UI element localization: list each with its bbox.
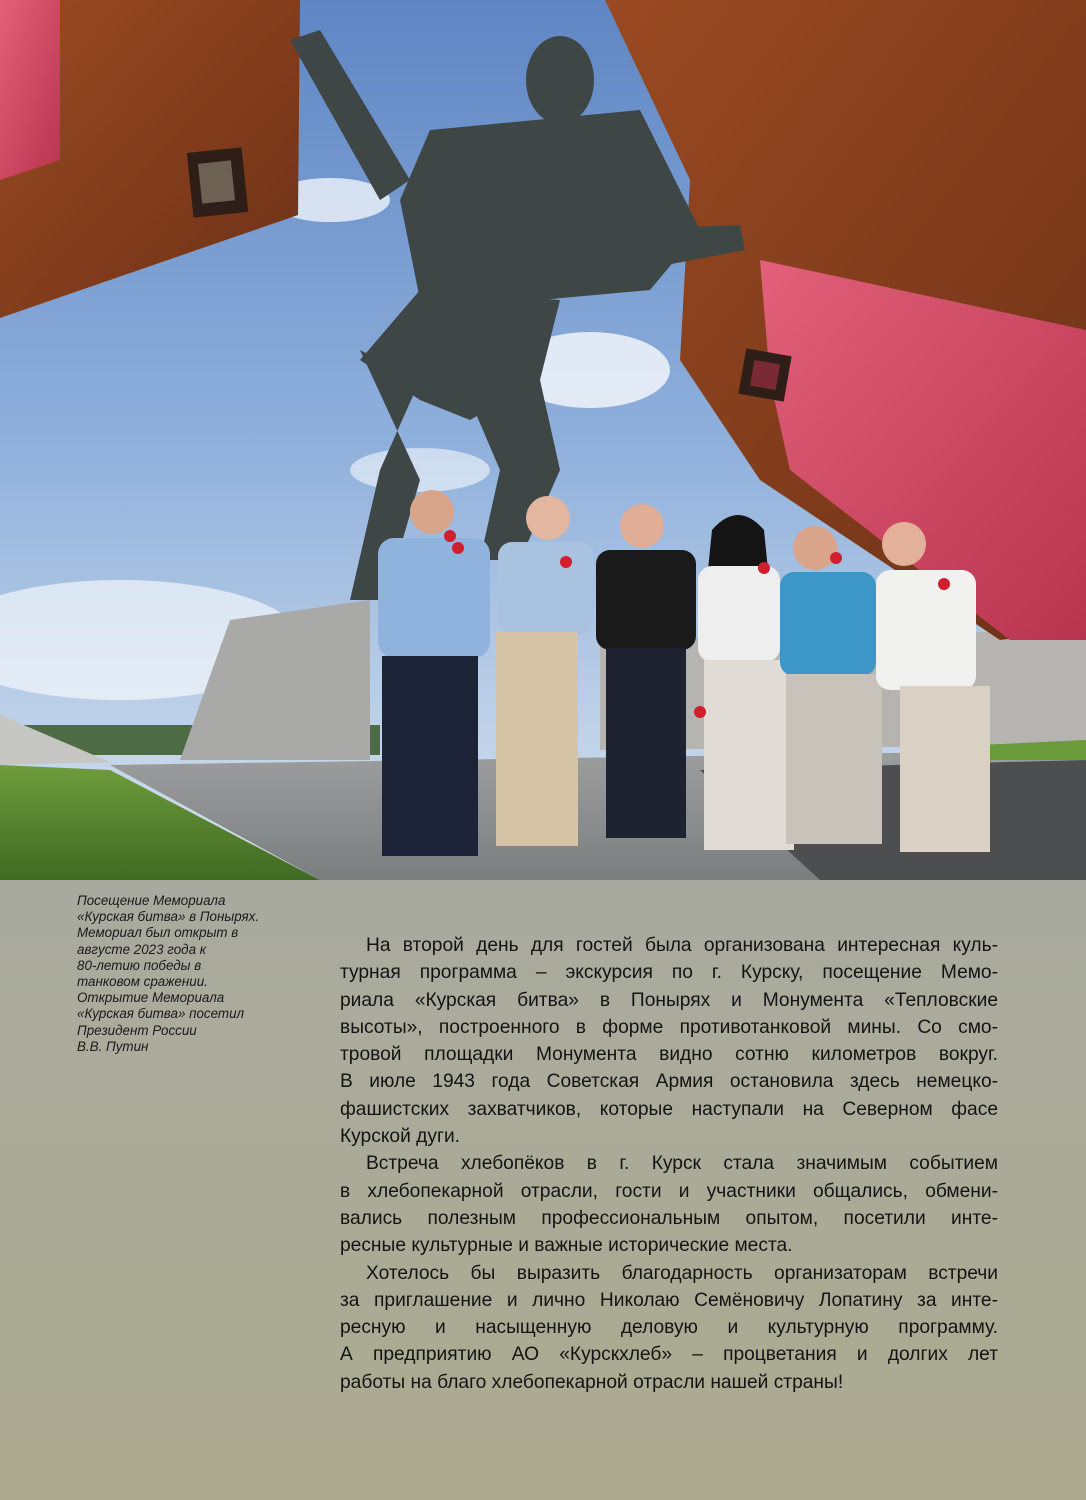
article-line: высоты», построенного в форме противотанковой мины. Со смо-: [340, 1016, 998, 1038]
article-line: работы на благо хлебопекарной отрасли нашей страны!: [340, 1371, 844, 1393]
caption-line: «Курская битва» посетил: [77, 1006, 245, 1022]
article-line: фашистских захватчиков, которые наступали на Северном фасе: [340, 1098, 998, 1120]
article-line: На второй день для гостей была организована интересная куль-: [366, 935, 998, 956]
caption-line: Посещение Мемориала: [77, 893, 226, 908]
article-body: [340, 932, 998, 1396]
article-line: ресные культурные и важные исторические места.: [340, 1235, 793, 1257]
article-paragraph: [340, 1260, 998, 1396]
article-line: Встреча хлебопёков в г. Курск стала значимым событием: [366, 1153, 998, 1175]
photo-caption: [77, 893, 287, 1055]
article-paragraph: [340, 1150, 998, 1259]
caption-line: Мемориал был открыт в: [77, 925, 239, 941]
article-line: А предприятию АО «Курскхлеб» – процветания и долгих лет: [340, 1344, 998, 1366]
caption-line: 80-летию победы в: [77, 957, 202, 973]
caption-line: Открытие Мемориала: [77, 990, 225, 1006]
article-line: вались полезным профессиональным опытом, посетили инте-: [340, 1207, 998, 1229]
caption-line: «Курская битва» в Понырях.: [77, 909, 260, 925]
article-line: турная программа – экскурсия по г. Курску, посещение Мемо-: [340, 962, 998, 984]
caption-line: В.В. Путин: [77, 1038, 149, 1054]
article-line: тровой площадки Монумента видно сотню километров вокруг.: [340, 1044, 998, 1066]
article-line: в хлебопекарной отрасли, гости и участники общались, обмени-: [340, 1180, 998, 1202]
article-line: за приглашение и лично Николаю Семёновичу Лопатину за инте-: [340, 1289, 998, 1311]
article-line: Курской дуги.: [340, 1126, 460, 1148]
article-line: риала «Курская битва» в Понырях и Монумента «Тепловские: [340, 989, 998, 1011]
article-line: Хотелось бы выразить благодарность организаторам встречи: [366, 1262, 998, 1284]
article-line: В июле 1943 года Советская Армия остановила здесь немецко-: [340, 1071, 998, 1093]
caption-line: августе 2023 года к: [77, 941, 207, 957]
article-line: ресную и насыщенную деловую и культурную программу.: [340, 1317, 998, 1339]
caption-line: танковом сражении.: [77, 974, 208, 990]
caption-line: Президент России: [77, 1022, 197, 1038]
article-paragraph: [340, 932, 998, 1150]
